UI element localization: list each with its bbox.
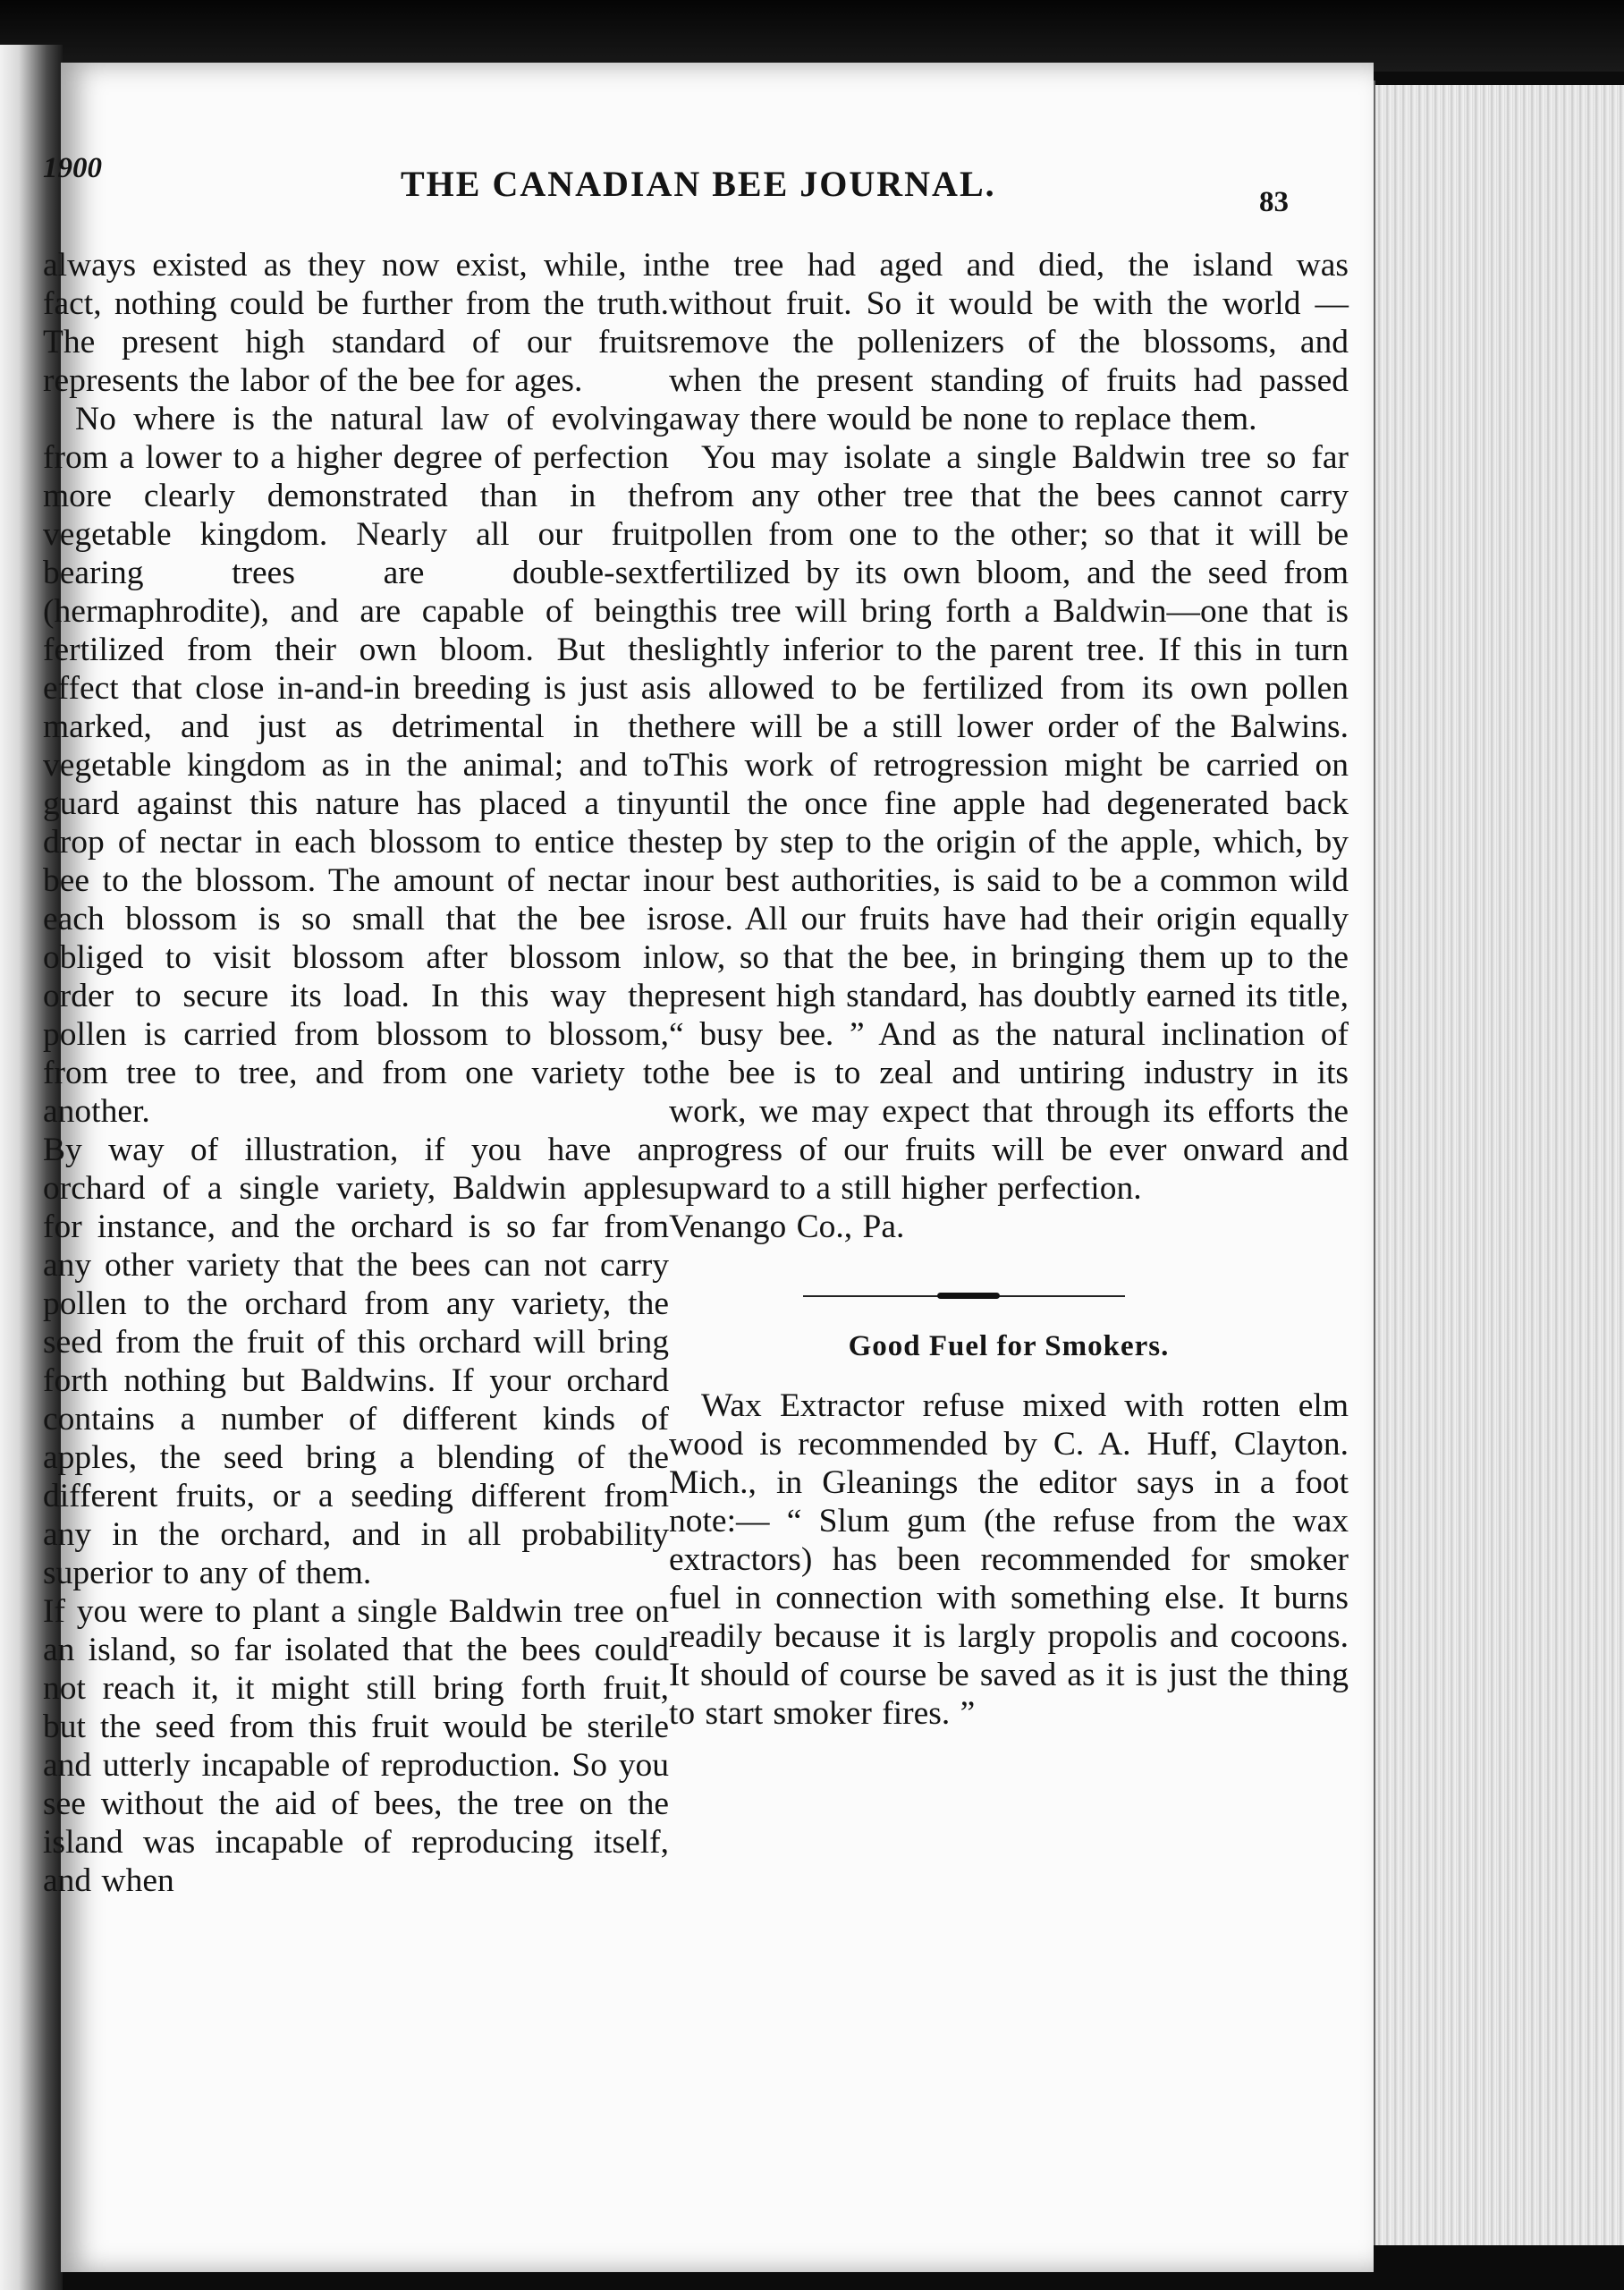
journal-page — [43, 63, 1374, 2272]
book-page-edges — [1368, 85, 1624, 2245]
left-column — [43, 246, 669, 1900]
header-year: 1900 — [43, 152, 102, 184]
page-number: 83 — [1259, 186, 1289, 218]
article-signature: Venango Co., Pa. — [669, 1209, 905, 1245]
scan-background — [0, 0, 1624, 72]
paragraph: the tree had aged and died, the island was without fruit. So it would be with the world —remove the pollenizers of the blossoms, and when the present standing of fruits had passed away there would be none to replace them. — [669, 247, 1349, 437]
paragraph: You may isolate a single Baldwin tree so far from any other tree that the bees cannot carry pollen from one to the other; so that it will be fertilized by its own bloom, and the seed from this tree will bring forth a Baldwin—one that is slightly inferior to the parent tree. If this in turn is allowed to be fertilized from its own pollen there will be a still lower order of the Balwins. This work of retrogression might be carried on until the once fine apple had degenerated back step by step to the origin of the apple, which, by our best authorities, is said to be a common wild rose. All our fruits have had their origin equally low, so that the bee, in bringing them up to the present high standard, has doubtly earned its title, “ busy bee. ” And as the natural inclination of the bee is to zeal and untiring industry in its work, we may expect that through its efforts the progress of our fruits will be ever onward and upward to a still higher perfection. — [669, 439, 1349, 1207]
section-divider — [669, 1287, 1349, 1305]
running-head — [43, 116, 1374, 218]
paragraph: By way of illustration, if you have an orchard of a single variety, Baldwin apples for instance, and the orchard is so far from any other variety that the bees can not carry pollen to the orchard from any variety, the seed from the fruit of this orchard will bring forth nothing but Baldwins. If your orchard contains a number of different kinds of apples, the seed bring a blending of the different fruits, or a seeding different from any in the orchard, and in all probability superior to any of them. — [43, 1132, 669, 1591]
right-column — [669, 246, 1349, 1733]
paragraph: Wax Extractor refuse mixed with rotten elm wood is recommended by C. A. Huff, Clayton. Mich., in Gleanings the editor says in a foot note:— “ Slum gum (the refuse from the wax extractors) has been recommended for smoker fuel in connection with something else. It burns readily because it is largly propolis and cocoons. It should of course be saved as it is just the thing to start smoker fires. ” — [669, 1387, 1349, 1732]
paragraph: If you were to plant a single Baldwin tree on an island, so far isolated that the bees could not reach it, it might still bring forth fruit, but the seed from this fruit would be sterile and utterly incapable of reproduction. So you see without the aid of bees, the tree on the island was incapable of reproducing itself, and when — [43, 1593, 669, 1899]
paragraph: No where is the natural law of evolving from a lower to a higher degree of perfection more clearly demonstrated than in the vegetable kingdom. Nearly all our fruit bearing trees are double-sext (hermaphrodite), and are capable of being fertilized from their own bloom. But the effect that close in-and-in breeding is just as marked, and just as detrimental in the vegetable kingdom as in the animal; and to guard against this nature has placed a tiny drop of nectar in each blossom to entice the bee to the blossom. The amount of nectar in each blossom is so small that the bee is obliged to visit blossom after blossom in order to secure its load. In this way the pollen is carried from blossom to blossom, from tree to tree, and from one variety to another. — [43, 401, 669, 1130]
journal-title: THE CANADIAN BEE JOURNAL. — [401, 164, 996, 204]
paragraph: always existed as they now exist, while, in fact, nothing could be further from the truth. The present high standard of our fruits represents the labor of the bee for ages. — [43, 247, 669, 399]
section-heading: Good Fuel for Smokers. — [848, 1330, 1170, 1362]
